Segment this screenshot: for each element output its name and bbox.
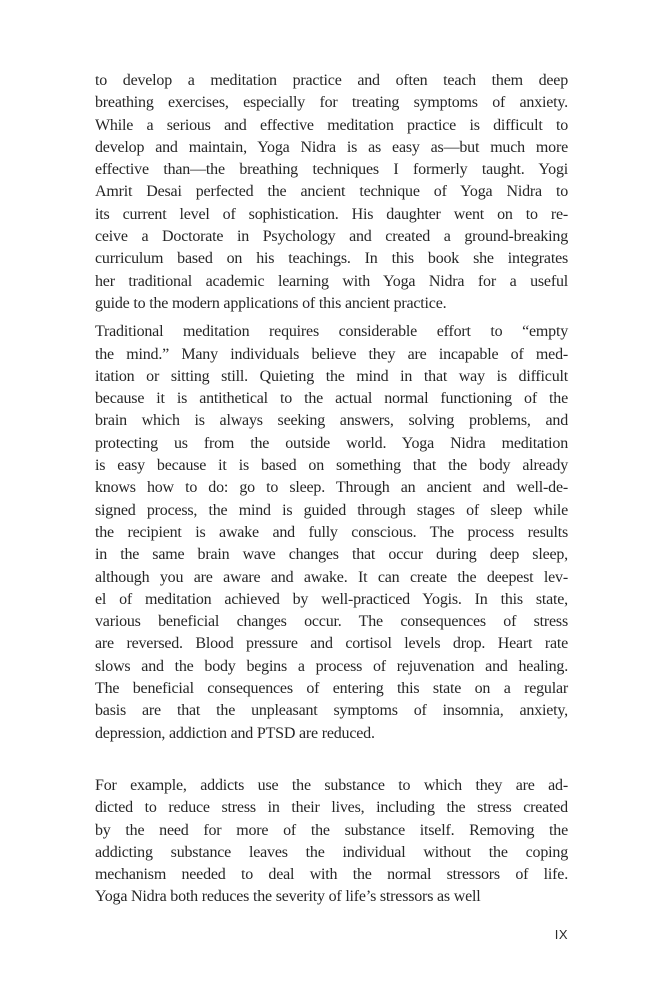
text-line: the recipient is awake and fully conscious. The process results: [95, 523, 568, 541]
text-line: addicting substance leaves the individual without the coping: [95, 843, 568, 861]
page-number: IX: [554, 927, 568, 942]
text-line: although you are aware and awake. It can create the deepest lev-: [95, 568, 568, 586]
text-line: guide to the modern applications of this ancient practice.: [95, 294, 447, 312]
text-line: to develop a meditation practice and often teach them deep: [95, 72, 568, 89]
text-line: For example, addicts use the substance to which they are ad-: [95, 776, 568, 794]
text-line: The beneficial consequences of entering this state on a regular: [95, 680, 568, 698]
text-line: the mind.” Many individuals believe they are incapable of med-: [95, 345, 568, 363]
text-line: are reversed. Blood pressure and cortisol levels drop. Heart rate: [95, 635, 568, 653]
text-line: dicted to reduce stress in their lives, including the stress created: [95, 799, 568, 817]
text-line: Yoga Nidra both reduces the severity of life’s stressors as well: [95, 888, 481, 906]
body-text: [95, 70, 568, 909]
text-line: el of meditation achieved by well-practiced Yogis. In this state,: [95, 590, 568, 608]
text-line: because it is antithetical to the actual normal functioning of the: [95, 390, 568, 408]
text-line: Traditional meditation requires considerable effort to “empty: [95, 323, 568, 341]
paragraph-1: [95, 70, 568, 315]
text-line: effective than—the breathing techniques I formerly taught. Yogi: [95, 161, 568, 179]
paragraph-3: [95, 775, 568, 909]
text-line: depression, addiction and PTSD are reduced.: [95, 724, 375, 742]
text-line: basis are that the unpleasant symptoms of insomnia, anxiety,: [95, 702, 568, 720]
text-line: signed process, the mind is guided through stages of sleep while: [95, 501, 568, 519]
text-line: by the need for more of the substance itself. Removing the: [95, 821, 568, 839]
text-line: Amrit Desai perfected the ancient technique of Yoga Nidra to: [95, 183, 568, 201]
text-line: is easy because it is based on something that the body already: [95, 457, 568, 475]
text-line: mechanism needed to deal with the normal stressors of life.: [95, 866, 568, 884]
text-line: various beneficial changes occur. The consequences of stress: [95, 613, 568, 631]
text-line: its current level of sophistication. His daughter went on to re-: [95, 205, 568, 223]
text-line: develop and maintain, Yoga Nidra is as easy as—but much more: [95, 138, 568, 156]
text-line: slows and the body begins a process of rejuvenation and healing.: [95, 657, 568, 675]
text-line: her traditional academic learning with Yoga Nidra for a useful: [95, 272, 568, 290]
text-line: in the same brain wave changes that occur during deep sleep,: [95, 546, 568, 564]
text-line: While a serious and effective meditation practice is difficult to: [95, 116, 568, 134]
text-line: breathing exercises, especially for treating symptoms of anxiety.: [95, 94, 568, 112]
text-line: brain which is always seeking answers, solving problems, and: [95, 412, 568, 430]
text-line: ceive a Doctorate in Psychology and created a ground-breaking: [95, 228, 568, 246]
text-line: knows how to do: go to sleep. Through an ancient and well-de-: [95, 479, 568, 497]
text-line: itation or sitting still. Quieting the mind in that way is difficult: [95, 367, 568, 385]
text-line: curriculum based on his teachings. In this book she integrates: [95, 250, 568, 268]
text-line: protecting us from the outside world. Yoga Nidra meditation: [95, 434, 568, 452]
paragraph-2: [95, 321, 568, 745]
